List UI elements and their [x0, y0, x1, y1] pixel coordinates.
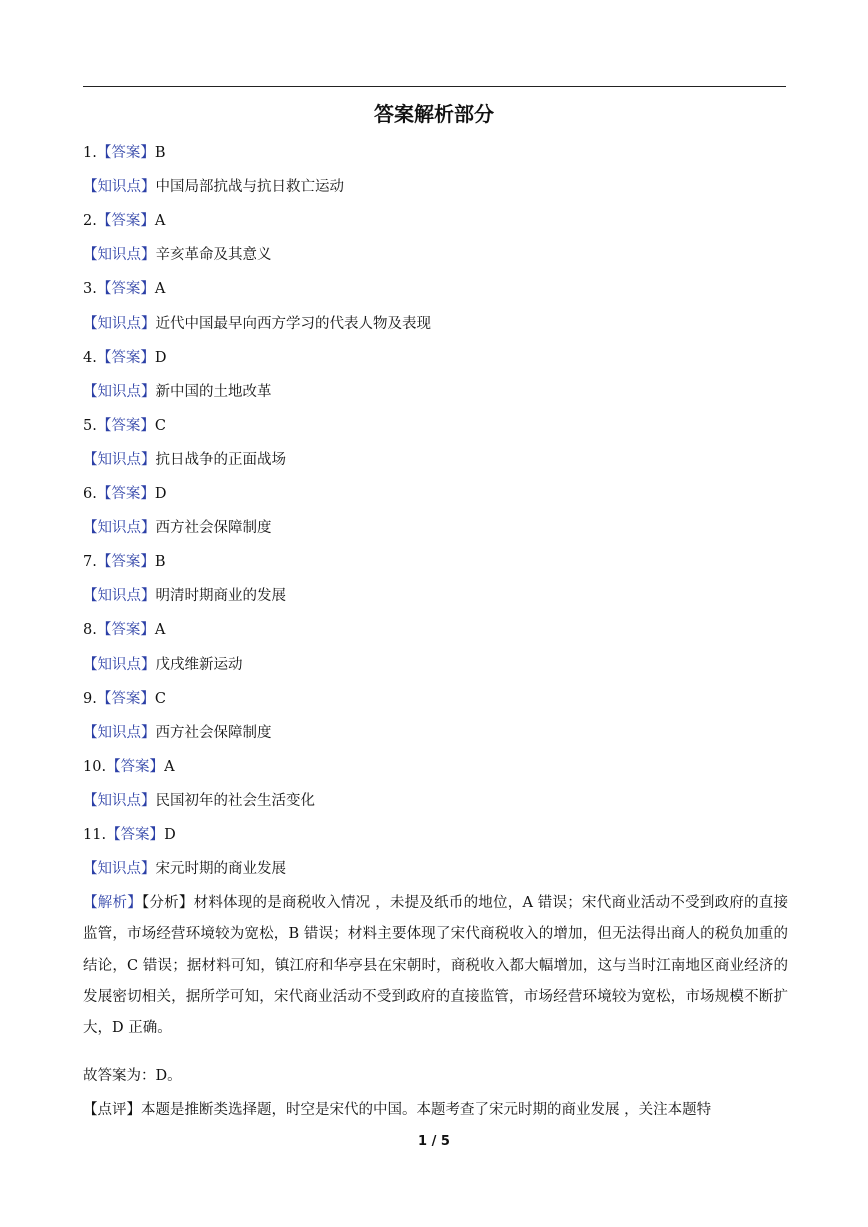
- analysis-paragraph: [83, 888, 788, 1044]
- question-number: 9.: [83, 691, 97, 707]
- question-number: 2.: [83, 213, 97, 229]
- answer-tag: 【答案】: [96, 145, 155, 161]
- knowledge-point-tag: 【知识点】: [83, 452, 156, 468]
- knowledge-point-text: 宋元时期的商业发展: [155, 861, 286, 877]
- knowledge-point-line: [83, 314, 431, 334]
- answer-tag: 【答案】: [96, 691, 155, 707]
- answer-tag: 【答案】: [96, 622, 155, 638]
- question-number: 1.: [83, 145, 97, 161]
- answer-line: [83, 348, 166, 368]
- knowledge-point-tag: 【知识点】: [83, 247, 156, 263]
- knowledge-point-line: [83, 518, 272, 538]
- answer-line: [83, 620, 165, 640]
- header-rule: [83, 86, 786, 87]
- answer-value: C: [154, 691, 166, 707]
- answer-line: [83, 484, 166, 504]
- question-number: 3.: [83, 281, 97, 297]
- knowledge-point-tag: 【知识点】: [83, 384, 156, 400]
- knowledge-point-tag: 【知识点】: [83, 520, 156, 536]
- knowledge-point-text: 中国局部抗战与抗日救亡运动: [155, 179, 344, 195]
- question-number: 5.: [83, 418, 97, 434]
- knowledge-point-text: 西方社会保障制度: [155, 520, 272, 536]
- answer-tag: 【答案】: [106, 827, 165, 843]
- answer-value: A: [154, 622, 166, 638]
- knowledge-point-line: [83, 382, 272, 402]
- knowledge-point-tag: 【知识点】: [83, 657, 156, 673]
- conclusion-line: 故答案为：D。: [83, 1068, 182, 1084]
- knowledge-point-tag: 【知识点】: [83, 793, 156, 809]
- knowledge-point-line: [83, 655, 243, 675]
- knowledge-point-line: [83, 177, 344, 197]
- answer-value: D: [154, 350, 167, 366]
- answer-tag: 【答案】: [96, 213, 155, 229]
- answer-value: A: [154, 213, 166, 229]
- answer-value: A: [164, 759, 175, 775]
- knowledge-point-text: 西方社会保障制度: [155, 725, 272, 741]
- question-number: 6.: [83, 486, 97, 502]
- knowledge-point-line: [83, 723, 272, 743]
- answer-line: [83, 211, 165, 231]
- knowledge-point-text: 新中国的土地改革: [155, 384, 272, 400]
- question-number: 4.: [83, 350, 97, 366]
- knowledge-point-tag: 【知识点】: [83, 725, 156, 741]
- answer-line: [83, 552, 166, 572]
- analysis-text: 【分析】材料体现的是商税收入情况 ，未提及纸币的地位，A 错误；宋代商业活动不受到政府的直接监管，市场经营环境较为宽松，B 错误；材料主要体现了宋代商税收入的增加，但无法得出商人的税负加重的结论，C 错误；据材料可知，镇江府和华亭县在宋朝时，商税收入都大幅增加，这与当时江南地区商业经济的发展密切相关，据所学可知，宋代商业活动不受到政府的直接监管，市场经营环境较为宽松，市场规模不断扩大，D 正确。: [83, 895, 788, 1037]
- answer-line: [83, 825, 176, 845]
- answer-value: D: [164, 827, 176, 843]
- comment-line: 【点评】本题是推断类选择题，时空是宋代的中国。本题考查了宋元时期的商业发展 ，关注本题特: [83, 1102, 712, 1118]
- question-number: 7.: [83, 554, 97, 570]
- answer-tag: 【答案】: [106, 759, 165, 775]
- answer-line: [83, 416, 166, 436]
- knowledge-point-line: [83, 245, 272, 265]
- answer-value: B: [154, 554, 166, 570]
- knowledge-point-text: 抗日战争的正面战场: [155, 452, 286, 468]
- knowledge-point-line: [83, 791, 315, 811]
- knowledge-point-tag: 【知识点】: [83, 588, 156, 604]
- answer-tag: 【答案】: [96, 281, 155, 297]
- knowledge-point-tag: 【知识点】: [83, 179, 156, 195]
- answer-line: [83, 143, 166, 163]
- knowledge-point-text: 民国初年的社会生活变化: [155, 793, 315, 809]
- knowledge-point-line: [83, 450, 286, 470]
- answer-value: B: [154, 145, 166, 161]
- answer-line: [83, 279, 165, 299]
- analysis-tag: 【解析】: [83, 895, 142, 911]
- knowledge-point-text: 近代中国最早向西方学习的代表人物及表现: [155, 316, 431, 332]
- page-number: 1 / 5: [418, 1134, 450, 1149]
- answer-value: D: [154, 486, 167, 502]
- answer-tag: 【答案】: [96, 486, 155, 502]
- knowledge-point-text: 戊戌维新运动: [155, 657, 243, 673]
- knowledge-point-line: [83, 586, 286, 606]
- knowledge-point-line: [83, 859, 286, 879]
- knowledge-point-tag: 【知识点】: [83, 316, 156, 332]
- answer-tag: 【答案】: [96, 418, 155, 434]
- answer-line: [83, 689, 166, 709]
- answer-value: A: [154, 281, 166, 297]
- question-number: 10.: [83, 759, 107, 775]
- answer-tag: 【答案】: [96, 350, 155, 366]
- knowledge-point-text: 辛亥革命及其意义: [155, 247, 272, 263]
- question-number: 11.: [83, 827, 107, 843]
- question-number: 8.: [83, 622, 97, 638]
- answer-value: C: [154, 418, 166, 434]
- page-title: 答案解析部分: [374, 102, 494, 126]
- answer-line: [83, 757, 175, 777]
- knowledge-point-text: 明清时期商业的发展: [155, 588, 286, 604]
- answer-tag: 【答案】: [96, 554, 155, 570]
- knowledge-point-tag: 【知识点】: [83, 861, 156, 877]
